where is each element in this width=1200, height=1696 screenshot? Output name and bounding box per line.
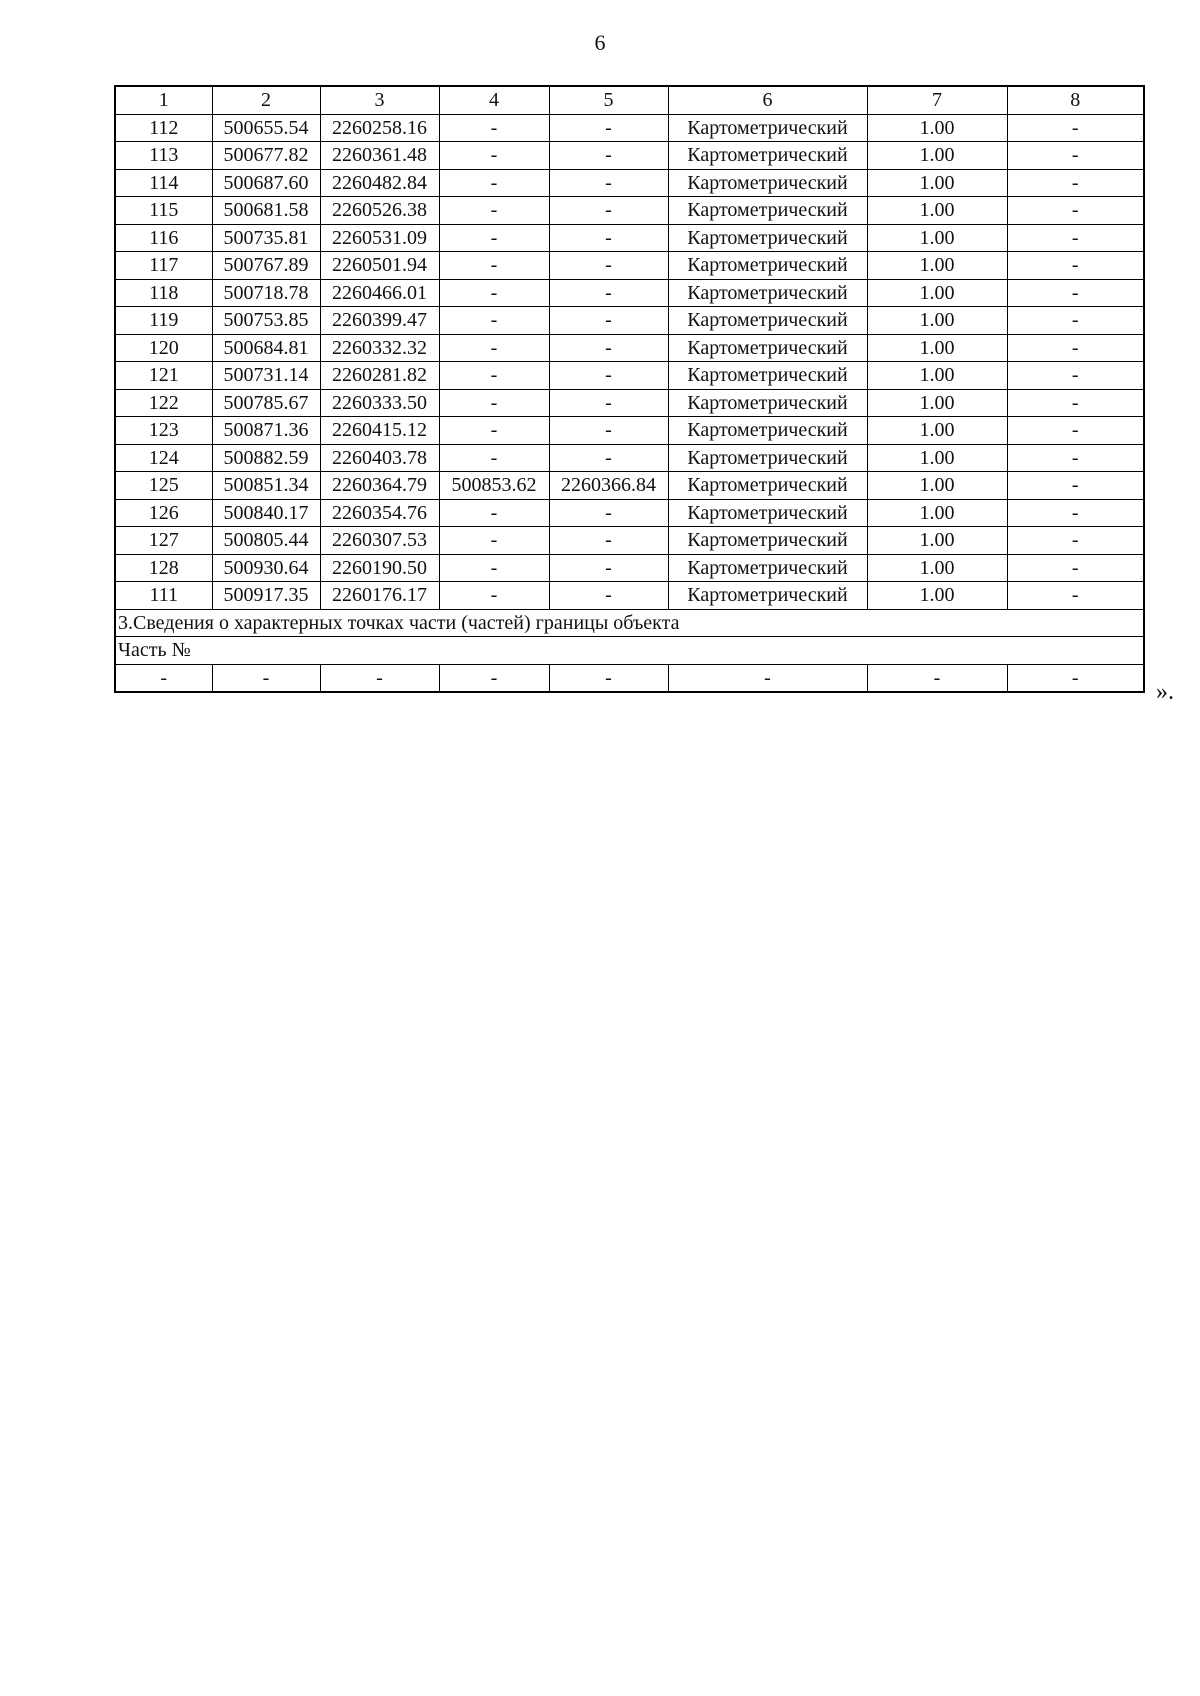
- table-cell: 1.00: [867, 142, 1007, 170]
- table-cell: 117: [115, 252, 212, 280]
- table-cell: 500735.81: [212, 224, 320, 252]
- table-cell: 1.00: [867, 417, 1007, 445]
- coordinates-table: [114, 85, 1145, 693]
- table-cell: 2260258.16: [320, 114, 439, 142]
- table-cell: Картометрический: [668, 279, 867, 307]
- table-cell: Картометрический: [668, 444, 867, 472]
- header-cell: 2: [212, 86, 320, 114]
- table-cell: 2260364.79: [320, 472, 439, 500]
- table-cell: -: [549, 114, 668, 142]
- header-cell: 4: [439, 86, 549, 114]
- section-title: 3.Сведения о характерных точках части (частей) границы объекта: [115, 609, 1144, 637]
- table-cell: 123: [115, 417, 212, 445]
- table-cell: -: [212, 664, 320, 692]
- table-cell: Картометрический: [668, 527, 867, 555]
- table-row: [115, 307, 1144, 335]
- table-cell: 500753.85: [212, 307, 320, 335]
- table-cell: Картометрический: [668, 362, 867, 390]
- table-row: [115, 169, 1144, 197]
- table-cell: 122: [115, 389, 212, 417]
- table-cell: -: [549, 224, 668, 252]
- table-cell: 1.00: [867, 252, 1007, 280]
- table-cell: 500655.54: [212, 114, 320, 142]
- part-label: Часть №: [115, 637, 1144, 665]
- table-cell: 2260501.94: [320, 252, 439, 280]
- table-cell: 121: [115, 362, 212, 390]
- table-cell: -: [1007, 114, 1144, 142]
- table-cell: 2260281.82: [320, 362, 439, 390]
- table-cell: 500785.67: [212, 389, 320, 417]
- table-cell: 2260399.47: [320, 307, 439, 335]
- table-cell: -: [549, 664, 668, 692]
- table-cell: -: [1007, 334, 1144, 362]
- table-cell: 116: [115, 224, 212, 252]
- table-cell: Картометрический: [668, 334, 867, 362]
- table-cell: -: [439, 142, 549, 170]
- table-cell: 500684.81: [212, 334, 320, 362]
- table-cell: -: [1007, 224, 1144, 252]
- table-cell: 126: [115, 499, 212, 527]
- table-cell: -: [549, 307, 668, 335]
- table-cell: -: [549, 362, 668, 390]
- table-cell: 500718.78: [212, 279, 320, 307]
- table-cell: 1.00: [867, 197, 1007, 225]
- table-cell: 500767.89: [212, 252, 320, 280]
- table-row: [115, 582, 1144, 610]
- table-cell: -: [439, 582, 549, 610]
- table-cell: 2260531.09: [320, 224, 439, 252]
- table-cell: -: [1007, 444, 1144, 472]
- table-cell: Картометрический: [668, 142, 867, 170]
- table-body: [115, 86, 1144, 692]
- table-row: [115, 114, 1144, 142]
- table-cell: 1.00: [867, 169, 1007, 197]
- closing-quote-mark: ».: [1156, 679, 1174, 705]
- table-cell: -: [439, 169, 549, 197]
- table-cell: 500677.82: [212, 142, 320, 170]
- table-cell: -: [1007, 389, 1144, 417]
- table-cell: 500805.44: [212, 527, 320, 555]
- table-cell: 500871.36: [212, 417, 320, 445]
- table-cell: -: [1007, 169, 1144, 197]
- table-cell: -: [549, 444, 668, 472]
- table-cell: 2260466.01: [320, 279, 439, 307]
- table-row: [115, 252, 1144, 280]
- table-cell: 2260332.32: [320, 334, 439, 362]
- table-cell: 500731.14: [212, 362, 320, 390]
- table-cell: 112: [115, 114, 212, 142]
- section-title-row: [115, 609, 1144, 637]
- table-cell: 2260333.50: [320, 389, 439, 417]
- table-cell: Картометрический: [668, 169, 867, 197]
- table-cell: Картометрический: [668, 472, 867, 500]
- table-row: [115, 279, 1144, 307]
- table-cell: 2260526.38: [320, 197, 439, 225]
- table-cell: 114: [115, 169, 212, 197]
- table-cell: -: [1007, 417, 1144, 445]
- table-cell: 118: [115, 279, 212, 307]
- table-cell: -: [115, 664, 212, 692]
- table-cell: 500882.59: [212, 444, 320, 472]
- table-cell: -: [1007, 472, 1144, 500]
- table-cell: 128: [115, 554, 212, 582]
- table-cell: -: [1007, 527, 1144, 555]
- table-cell: 1.00: [867, 114, 1007, 142]
- table-cell: 1.00: [867, 472, 1007, 500]
- table-cell: 1.00: [867, 527, 1007, 555]
- table-cell: 1.00: [867, 362, 1007, 390]
- table-cell: -: [1007, 279, 1144, 307]
- table-cell: 1.00: [867, 224, 1007, 252]
- header-cell: 5: [549, 86, 668, 114]
- table-cell: 2260190.50: [320, 554, 439, 582]
- table-row: [115, 472, 1144, 500]
- table-cell: Картометрический: [668, 417, 867, 445]
- table-row: [115, 554, 1144, 582]
- table-cell: -: [439, 389, 549, 417]
- header-cell: 7: [867, 86, 1007, 114]
- table-cell: 111: [115, 582, 212, 610]
- table-cell: -: [439, 334, 549, 362]
- table-cell: -: [549, 169, 668, 197]
- table-cell: -: [1007, 362, 1144, 390]
- table-cell: -: [549, 417, 668, 445]
- table-cell: 1.00: [867, 307, 1007, 335]
- table-cell: -: [320, 664, 439, 692]
- header-cell: 3: [320, 86, 439, 114]
- table-cell: Картометрический: [668, 114, 867, 142]
- table-cell: -: [439, 279, 549, 307]
- table-cell: 1.00: [867, 554, 1007, 582]
- table-cell: -: [439, 664, 549, 692]
- table-cell: Картометрический: [668, 224, 867, 252]
- table-cell: -: [1007, 554, 1144, 582]
- table-cell: Картометрический: [668, 554, 867, 582]
- table-cell: 1.00: [867, 582, 1007, 610]
- table-row: [115, 389, 1144, 417]
- table-cell: -: [1007, 142, 1144, 170]
- header-cell: 1: [115, 86, 212, 114]
- table-cell: 2260361.48: [320, 142, 439, 170]
- table-row: [115, 444, 1144, 472]
- table-cell: -: [1007, 197, 1144, 225]
- table-cell: 2260366.84: [549, 472, 668, 500]
- table-cell: -: [439, 224, 549, 252]
- table-cell: -: [439, 417, 549, 445]
- table-cell: 500681.58: [212, 197, 320, 225]
- table-cell: 2260354.76: [320, 499, 439, 527]
- table-cell: -: [439, 499, 549, 527]
- table-cell: -: [549, 334, 668, 362]
- header-cell: 8: [1007, 86, 1144, 114]
- table-row: [115, 224, 1144, 252]
- table-cell: 120: [115, 334, 212, 362]
- table-cell: -: [549, 527, 668, 555]
- table-cell: Картометрический: [668, 389, 867, 417]
- table-cell: 1.00: [867, 444, 1007, 472]
- table-cell: -: [1007, 307, 1144, 335]
- table-cell: -: [439, 527, 549, 555]
- table-cell: -: [439, 114, 549, 142]
- table-cell: Картометрический: [668, 499, 867, 527]
- table-cell: -: [1007, 252, 1144, 280]
- table-cell: 500851.34: [212, 472, 320, 500]
- table-cell: -: [549, 142, 668, 170]
- table-row: [115, 527, 1144, 555]
- table-cell: 500687.60: [212, 169, 320, 197]
- table-cell: -: [1007, 664, 1144, 692]
- table-cell: -: [439, 197, 549, 225]
- table-cell: 2260415.12: [320, 417, 439, 445]
- table-cell: 119: [115, 307, 212, 335]
- table-cell: -: [668, 664, 867, 692]
- table-cell: 2260307.53: [320, 527, 439, 555]
- table-cell: 500917.35: [212, 582, 320, 610]
- table-cell: 2260403.78: [320, 444, 439, 472]
- table-cell: Картометрический: [668, 307, 867, 335]
- table-cell: 2260176.17: [320, 582, 439, 610]
- table-cell: 124: [115, 444, 212, 472]
- table-cell: 115: [115, 197, 212, 225]
- table-cell: 113: [115, 142, 212, 170]
- table-cell: -: [439, 307, 549, 335]
- empty-row: [115, 664, 1144, 692]
- table-cell: Картометрический: [668, 197, 867, 225]
- table-cell: Картометрический: [668, 582, 867, 610]
- table-cell: 1.00: [867, 389, 1007, 417]
- header-cell: 6: [668, 86, 867, 114]
- table-row: [115, 197, 1144, 225]
- table-cell: 500853.62: [439, 472, 549, 500]
- table-row: [115, 499, 1144, 527]
- table-row: [115, 142, 1144, 170]
- table-cell: 125: [115, 472, 212, 500]
- table-cell: -: [439, 362, 549, 390]
- table-cell: -: [549, 252, 668, 280]
- table-cell: 1.00: [867, 499, 1007, 527]
- table-cell: -: [867, 664, 1007, 692]
- table-row: [115, 417, 1144, 445]
- table-cell: -: [1007, 582, 1144, 610]
- table-cell: 127: [115, 527, 212, 555]
- table-cell: -: [549, 582, 668, 610]
- table-cell: 500840.17: [212, 499, 320, 527]
- page-number: 6: [594, 30, 606, 55]
- part-label-row: [115, 637, 1144, 665]
- table-cell: -: [439, 444, 549, 472]
- table-cell: 1.00: [867, 334, 1007, 362]
- table-cell: 2260482.84: [320, 169, 439, 197]
- table-cell: -: [549, 499, 668, 527]
- table-cell: -: [1007, 499, 1144, 527]
- header-row: [115, 86, 1144, 114]
- table-cell: -: [439, 252, 549, 280]
- table-cell: -: [549, 197, 668, 225]
- table-cell: -: [439, 554, 549, 582]
- table-cell: -: [549, 554, 668, 582]
- table-cell: 1.00: [867, 279, 1007, 307]
- table-cell: Картометрический: [668, 252, 867, 280]
- table-cell: -: [549, 389, 668, 417]
- table-row: [115, 362, 1144, 390]
- table-cell: -: [549, 279, 668, 307]
- table-cell: 500930.64: [212, 554, 320, 582]
- table-row: [115, 334, 1144, 362]
